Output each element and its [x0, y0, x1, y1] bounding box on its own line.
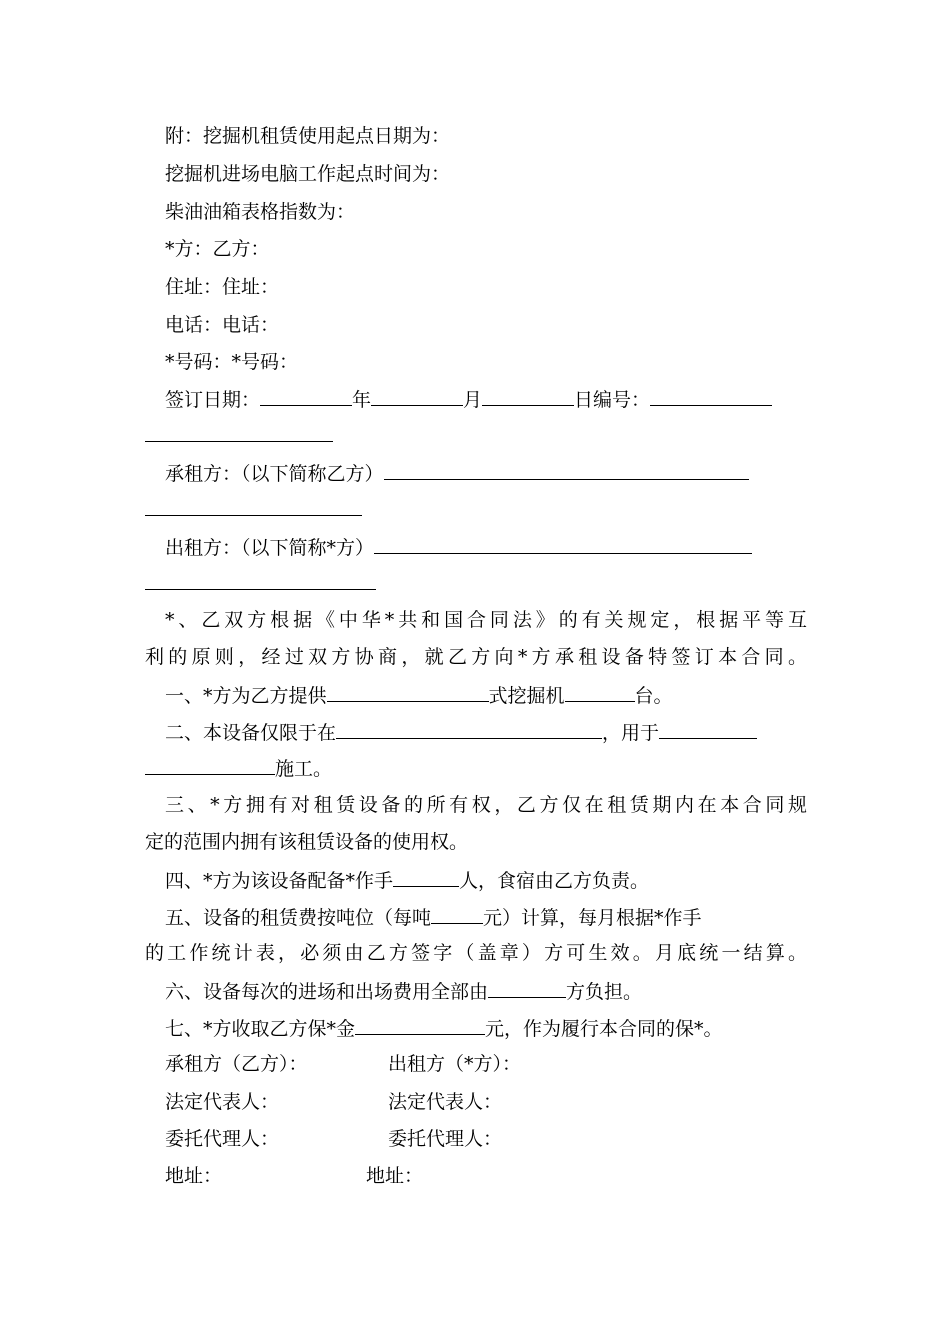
number-blank-cont — [145, 422, 333, 442]
clause-6-text-a: 六、设备每次的进场和出场费用全部由 — [165, 981, 489, 1003]
sig-row-agent — [165, 1127, 827, 1151]
sig-legal-rep-right: 法定代表人： — [388, 1091, 503, 1113]
clause-5 — [165, 904, 807, 928]
clause-1-text-c: 台。 — [634, 685, 673, 707]
sign-date-line — [165, 386, 807, 410]
operator-count-blank — [393, 867, 459, 887]
start-time-line: 挖掘机进场电脑工作起点时间为： — [165, 163, 451, 185]
clause-4-text-a: 四、*方为该设备配备*作手 — [165, 870, 394, 892]
lessee-line — [165, 460, 807, 484]
intro-line-2: 利的原则，经过双方协商，就乙方向*方承租设备特签订本合同。 — [145, 646, 807, 668]
sig-addr-left: 地址： — [165, 1165, 223, 1187]
lessor-label: 出租方：（以下简称*方） — [165, 537, 375, 559]
clause-6-text-b: 方负担。 — [566, 981, 643, 1003]
clause-2-text-b: ，用于 — [602, 722, 660, 744]
clause-2 — [165, 719, 807, 743]
clause-2-text-c: 施工。 — [275, 758, 333, 780]
day-blank — [482, 386, 574, 406]
lessor-blank-cont — [145, 570, 376, 590]
lessee-blank-cont — [145, 496, 362, 516]
clause-3-line-2: 定的范围内拥有该租赁设备的使用权。 — [145, 831, 469, 853]
model-blank — [327, 682, 489, 702]
quantity-blank — [565, 682, 635, 702]
clause-7-text-b: 元，作为履行本合同的保*。 — [485, 1018, 723, 1040]
sign-date-continuation — [145, 422, 807, 446]
fee-party-blank — [488, 978, 566, 998]
clause-7-text-a: 七、*方收取乙方保*金 — [165, 1018, 356, 1040]
phone-line: 电话：电话： — [165, 314, 280, 336]
location-blank — [336, 719, 602, 739]
lessor-continuation — [145, 570, 807, 594]
deposit-blank — [355, 1015, 485, 1035]
day-number-label: 日编号： — [574, 389, 651, 411]
month-blank — [371, 386, 463, 406]
parties-line: *方：乙方： — [165, 238, 270, 260]
clause-5-text-a: 五、设备的租赁费按吨位（每吨 — [165, 907, 432, 929]
start-date-line: 附：挖掘机租赁使用起点日期为： — [165, 125, 451, 147]
sig-lessee: 承租方（乙方）： — [165, 1053, 308, 1075]
clause-4-text-b: 人，食宿由乙方负责。 — [459, 870, 650, 892]
clause-3-line-1: 三、*方拥有对租赁设备的所有权，乙方仅在租赁期内在本合同规 — [165, 794, 807, 816]
diesel-index-line: 柴油油箱表格指数为： — [165, 201, 356, 223]
sig-agent-right: 委托代理人： — [388, 1128, 503, 1150]
year-blank — [260, 386, 352, 406]
sig-addr-right: 地址： — [366, 1165, 424, 1187]
id-number-line: *号码：*号码： — [165, 351, 299, 373]
clause-2-continuation — [145, 755, 807, 779]
sig-agent-left: 委托代理人： — [165, 1128, 280, 1150]
rate-blank — [431, 904, 483, 924]
clause-2-text-a: 二、本设备仅限于在 — [165, 722, 337, 744]
number-blank — [650, 386, 772, 406]
clause-1-text-a: 一、*方为乙方提供 — [165, 685, 327, 707]
clause-5-line-2: 的工作统计表，必须由乙方签字（盖章）方可生效。月底统一结算。 — [145, 942, 807, 964]
sig-row-parties — [165, 1052, 827, 1076]
lessor-line — [165, 534, 807, 558]
clause-1-text-b: 式挖掘机 — [488, 685, 565, 707]
sig-lessor: 出租方（*方）： — [388, 1053, 522, 1075]
sign-date-label: 签订日期： — [165, 389, 261, 411]
purpose-blank-cont — [145, 755, 275, 775]
lessee-blank — [384, 460, 749, 480]
purpose-blank — [659, 719, 757, 739]
sig-row-legal-rep — [165, 1090, 827, 1114]
clause-1 — [165, 682, 827, 706]
month-label: 月 — [463, 389, 483, 411]
lessor-blank — [374, 534, 752, 554]
clause-5-text-b: 元）计算，每月根据*作手 — [483, 907, 702, 929]
lessee-label: 承租方：（以下简称乙方） — [165, 463, 384, 485]
intro-line-1: *、乙双方根据《中华*共和国合同法》的有关规定，根据平等互 — [165, 609, 807, 631]
address-line: 住址：住址： — [165, 276, 280, 298]
sig-legal-rep-left: 法定代表人： — [165, 1091, 280, 1113]
clause-4 — [165, 867, 827, 891]
year-label: 年 — [352, 389, 372, 411]
sig-row-address — [165, 1164, 827, 1188]
clause-6 — [165, 978, 827, 1002]
lessee-continuation — [145, 496, 807, 520]
clause-7 — [165, 1015, 827, 1039]
